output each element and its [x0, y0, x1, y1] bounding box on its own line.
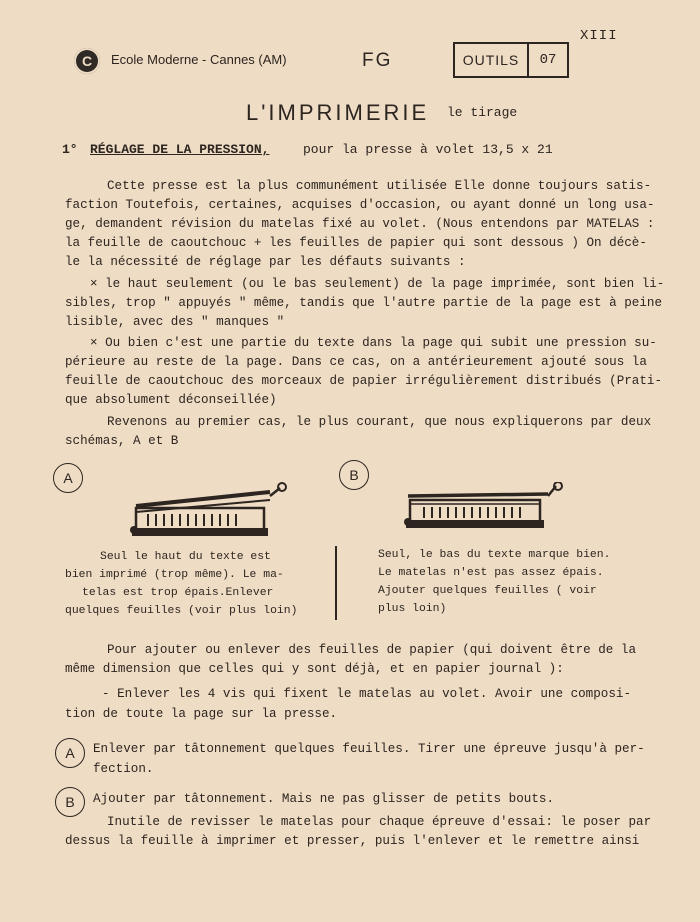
figure-a-label: A: [53, 463, 83, 493]
paragraph-line: lisible, avec des " manques ": [65, 315, 285, 329]
figure-b-caption-line: Le matelas n'est pas assez épais.: [378, 567, 604, 579]
paragraph-line: ge, demandent révision du matelas fixé au volet. (Nous entendons par MATELAS :: [65, 217, 655, 231]
step-b-label: B: [55, 787, 85, 817]
paragraph-line: feuille de caoutchouc des morceaux de papier irrégulièrement distribués (Prati-: [65, 374, 663, 388]
paragraph-line: × le haut seulement (ou le bas seulement) de la page imprimée, sont bien li-: [90, 277, 665, 291]
figure-a-caption-line: quelques feuilles (voir plus loin): [65, 605, 298, 617]
paragraph-line: faction Toutefois, certaines, acquises d'occasion, ou ayant donné un long usa-: [65, 198, 655, 212]
section-number: 1°: [62, 142, 78, 157]
paragraph-line: - Enlever les 4 vis qui fixent le matelas au volet. Avoir une composi-: [102, 687, 632, 701]
paragraph-line: × Ou bien c'est une partie du texte dans la page qui subit une pression su-: [90, 336, 657, 350]
figure-b-caption-line: plus loin): [378, 603, 447, 615]
step-a-label: A: [55, 738, 85, 768]
page-number: XIII: [580, 28, 618, 44]
closing-line: dessus la feuille à imprimer et presser, puis l'enlever et le remettre ainsi: [65, 834, 640, 848]
figure-b-caption-line: Seul, le bas du texte marque bien.: [378, 549, 611, 561]
step-a-line: Enlever par tâtonnement quelques feuilles. Tirer une épreuve jusqu'à per-: [93, 742, 645, 756]
page-subtitle: le tirage: [447, 105, 518, 120]
paragraph-line: Pour ajouter ou enlever des feuilles de papier (qui doivent être de la: [107, 643, 637, 657]
copyright-logo-icon: C: [74, 48, 100, 74]
paragraph-line: Revenons au premier cas, le plus courant, que nous expliquerons par deux: [107, 415, 652, 429]
closing-line: Inutile de revisser le matelas pour chaque épreuve d'essai: le poser par: [107, 815, 652, 829]
figure-a-caption-line: telas est trop épais.Enlever: [82, 587, 274, 599]
figure-a-caption-line: bien imprimé (trop même). Le ma-: [65, 569, 284, 581]
paragraph-line: Cette presse est la plus communément utilisée Elle donne toujours satis-: [107, 179, 652, 193]
section-heading-rest: pour la presse à volet 13,5 x 21: [303, 142, 553, 157]
figure-b-caption-line: Ajouter quelques feuilles ( voir: [378, 585, 597, 597]
section-heading: RÉGLAGE DE LA PRESSION,: [90, 142, 270, 157]
step-a-line: fection.: [93, 762, 154, 776]
school-name: Ecole Moderne - Cannes (AM): [111, 52, 287, 67]
paragraph-line: tion de toute la page sur la presse.: [65, 707, 338, 721]
step-b-line: Ajouter par tâtonnement. Mais ne pas glisser de petits bouts.: [93, 792, 555, 806]
press-a-illustration: [130, 482, 290, 540]
series-code: FG: [362, 50, 393, 71]
figure-divider: [335, 546, 337, 620]
figure-b-label: B: [339, 460, 369, 490]
paragraph-line: que absolument déconseillée): [65, 393, 277, 407]
paragraph-line: schémas, A et B: [65, 434, 179, 448]
press-b-illustration: [402, 482, 567, 534]
category-box: [453, 42, 569, 78]
figure-a-caption-line: Seul le haut du texte est: [100, 551, 271, 563]
page-title: L'IMPRIMERIE: [246, 100, 430, 125]
paragraph-line: même dimension que celles qui y sont déjà, et en papier journal ):: [65, 662, 564, 676]
paragraph-line: sibles, trop " appuyés " même, tandis que l'autre partie de la page est à peine: [65, 296, 663, 310]
paragraph-line: le la nécessité de réglage par les défauts suivants :: [65, 255, 466, 269]
category-label: OUTILS: [462, 52, 520, 68]
paragraph-line: la feuille de caoutchouc + les feuilles de papier qui sont dessous ) On décè-: [65, 236, 647, 250]
paragraph-line: périeure au reste de la page. Dans ce cas, on a antérieurement ajouté sous la: [65, 355, 647, 369]
category-number: 07: [527, 44, 567, 76]
